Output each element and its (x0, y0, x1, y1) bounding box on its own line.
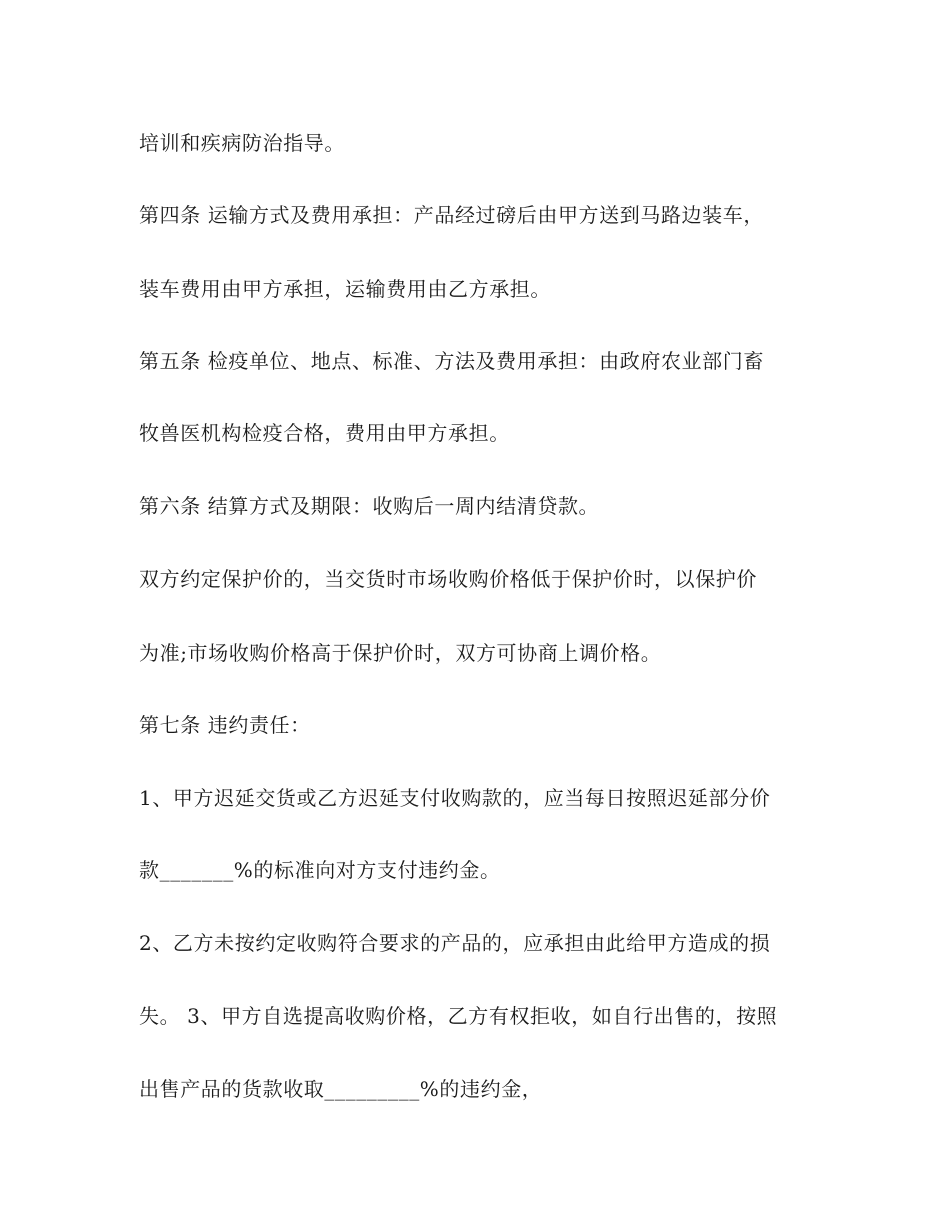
text-line: 失。 3、甲方自选提高收购价格，乙方有权拒收，如自行出售的，按照 (139, 1004, 778, 1028)
text-line: 2、乙方未按约定收购符合要求的产品的，应承担由此给甲方造成的损 (139, 931, 771, 955)
text-line: 装车费用由甲方承担，运输费用由乙方承担。 (139, 277, 551, 301)
text-line: 为准;市场收购价格高于保护价时，双方可协商上调价格。 (139, 641, 662, 665)
text-line: 双方约定保护价的，当交货时市场收购价格低于保护价时，以保护价 (139, 567, 757, 591)
text-line: 第四条 运输方式及费用承担：产品经过磅后由甲方送到马路边装车， (139, 203, 764, 227)
text-line: 第七条 违约责任： (139, 713, 311, 737)
text-line: 第五条 检疫单位、地点、标准、方法及费用承担：由政府农业部门畜 (139, 349, 764, 373)
text-line: 培训和疾病防治指导。 (139, 131, 345, 155)
text-line: 第六条 结算方式及期限：收购后一周内结清贷款。 (139, 494, 600, 518)
text-line: 出售产品的货款收取_________%的违约金， (139, 1077, 543, 1101)
text-line: 款_______%的标准向对方支付违约金。 (139, 858, 501, 882)
text-line: 1、甲方迟延交货或乙方迟延支付收购款的，应当每日按照迟延部分价 (139, 786, 771, 810)
text-line: 牧兽医机构检疫合格，费用由甲方承担。 (139, 421, 510, 445)
